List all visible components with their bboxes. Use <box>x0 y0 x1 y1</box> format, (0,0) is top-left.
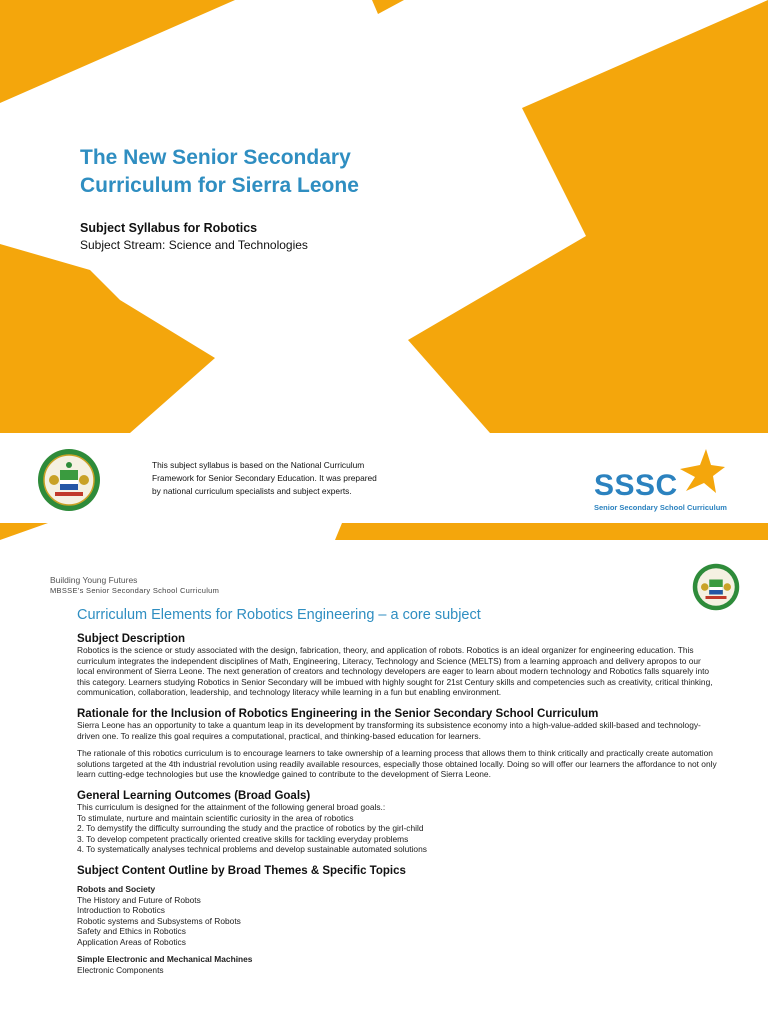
outcome-item-2: 2. To demystify the difficulty surrounding the study and the practice of robotics by the girl-child <box>77 823 424 834</box>
rationale-paragraph-2: The rationale of this robotics curriculum is to encourage learners to take ownership of a learning process that allows them to think critically and practically create automation solutions targeted at the 4th industrial revolution using readily available resources, especially those obtained locally. Doing so will offer our learners the affordance to not only learn cutting-edge technologies but use the knowledge gained to contribute to the development of Sierra Leone. <box>77 748 717 780</box>
sssc-logo-text: SSSC <box>594 469 678 502</box>
outcome-item-1: To stimulate, nurture and maintain scientific curiosity in the area of robotics <box>77 812 354 823</box>
cover-title <box>80 144 500 200</box>
topic-item: Electronic Components <box>77 965 164 976</box>
sssc-logo-subtitle: Senior Secondary School Curriculum <box>594 503 727 512</box>
outcome-item-3: 3. To develop competent practically oriented creative skills for tackling everyday problems <box>77 833 409 844</box>
outcome-item-4: 4. To systematically analyses technical problems and develop sustainable automated solutions <box>77 844 427 855</box>
subject-description-heading: Subject Description <box>77 633 185 645</box>
topic-item: Robotic systems and Subsystems of Robots <box>77 915 241 926</box>
theme-simple-machines: Simple Electronic and Mechanical Machines <box>77 954 253 965</box>
outcomes-list <box>77 813 719 855</box>
theme-robots-and-society: Robots and Society <box>77 883 156 894</box>
topic-item: Safety and Ethics in Robotics <box>77 926 186 937</box>
subject-syllabus-title: Subject Syllabus for Robotics <box>80 221 258 235</box>
government-seal-icon <box>37 448 101 512</box>
theme2-topic-list <box>77 965 719 976</box>
syllabus-content <box>77 607 719 976</box>
subject-description-text: Robotics is the science or study associated with the design, fabrication, theory, and application of robots. Robotics is an ideal organizer for engineering education. This curriculum integrates the independent disciplines of Math, Engineering, Literacy, Technology and Science (MELTS) from a learning approach and delivery apropos to our local environment of Sierra Leone. The next generation of creators and technology developers are eager to learn about modern technology and Robotics falls squarely into this category. Learners studying Robotics in Senior Secondary will be imbued with highly sought for 21st Century skills and competencies such as creativity, critical thinking, communication, collaboration, leadership, and technology literacy while learning in a fun but enabling environment. <box>77 645 713 698</box>
band-line-2: Framework for Senior Secondary Education. It was prepared <box>152 473 377 483</box>
star-shape-top-left <box>0 0 235 103</box>
star-shape-bottom-left <box>0 523 48 540</box>
subject-stream: Subject Stream: Science and Technologies <box>80 238 308 252</box>
topic-item: Introduction to Robotics <box>77 905 165 916</box>
band-line-1: This subject syllabus is based on the National Curriculum <box>152 460 365 470</box>
outcomes-intro: This curriculum is designed for the attainment of the following general broad goals.: <box>77 801 386 812</box>
rationale-heading: Rationale for the Inclusion of Robotics Engineering in the Senior Secondary School Curriculum <box>77 707 599 720</box>
page-header-tagline: Building Young Futures <box>50 575 138 585</box>
cover-title-line1: The New Senior Secondary <box>80 146 351 169</box>
sssc-star-icon <box>676 447 726 497</box>
star-shape-top-small <box>372 0 404 14</box>
page-seal-icon <box>692 563 740 611</box>
star-shape-bottom <box>335 523 768 540</box>
page-header-subtitle: MBSSE’s Senior Secondary School Curriculum <box>50 586 220 595</box>
curriculum-elements-title: Curriculum Elements for Robotics Engineering – a core subject <box>77 607 481 623</box>
topic-item: Application Areas of Robotics <box>77 936 186 947</box>
outcomes-heading: General Learning Outcomes (Broad Goals) <box>77 789 311 802</box>
band-description <box>152 459 412 498</box>
star-shape-left <box>0 244 215 433</box>
rationale-paragraph-1: Sierra Leone has an opportunity to take a quantum leap in its development by transforming its subsistence economy into a high-value-added skill-based and technology-driven one. To realize this goal requires a computational, practical, and thinking-based education for learners. <box>77 719 701 741</box>
cover-title-line2: Curriculum for Sierra Leone <box>80 174 359 197</box>
content-outline-heading: Subject Content Outline by Broad Themes & Specific Topics <box>77 864 406 877</box>
star-shape-right <box>408 0 768 433</box>
topic-item: The History and Future of Robots <box>77 894 201 905</box>
band-line-3: by national curriculum specialists and subject experts. <box>152 486 352 496</box>
theme1-topic-list <box>77 895 719 948</box>
